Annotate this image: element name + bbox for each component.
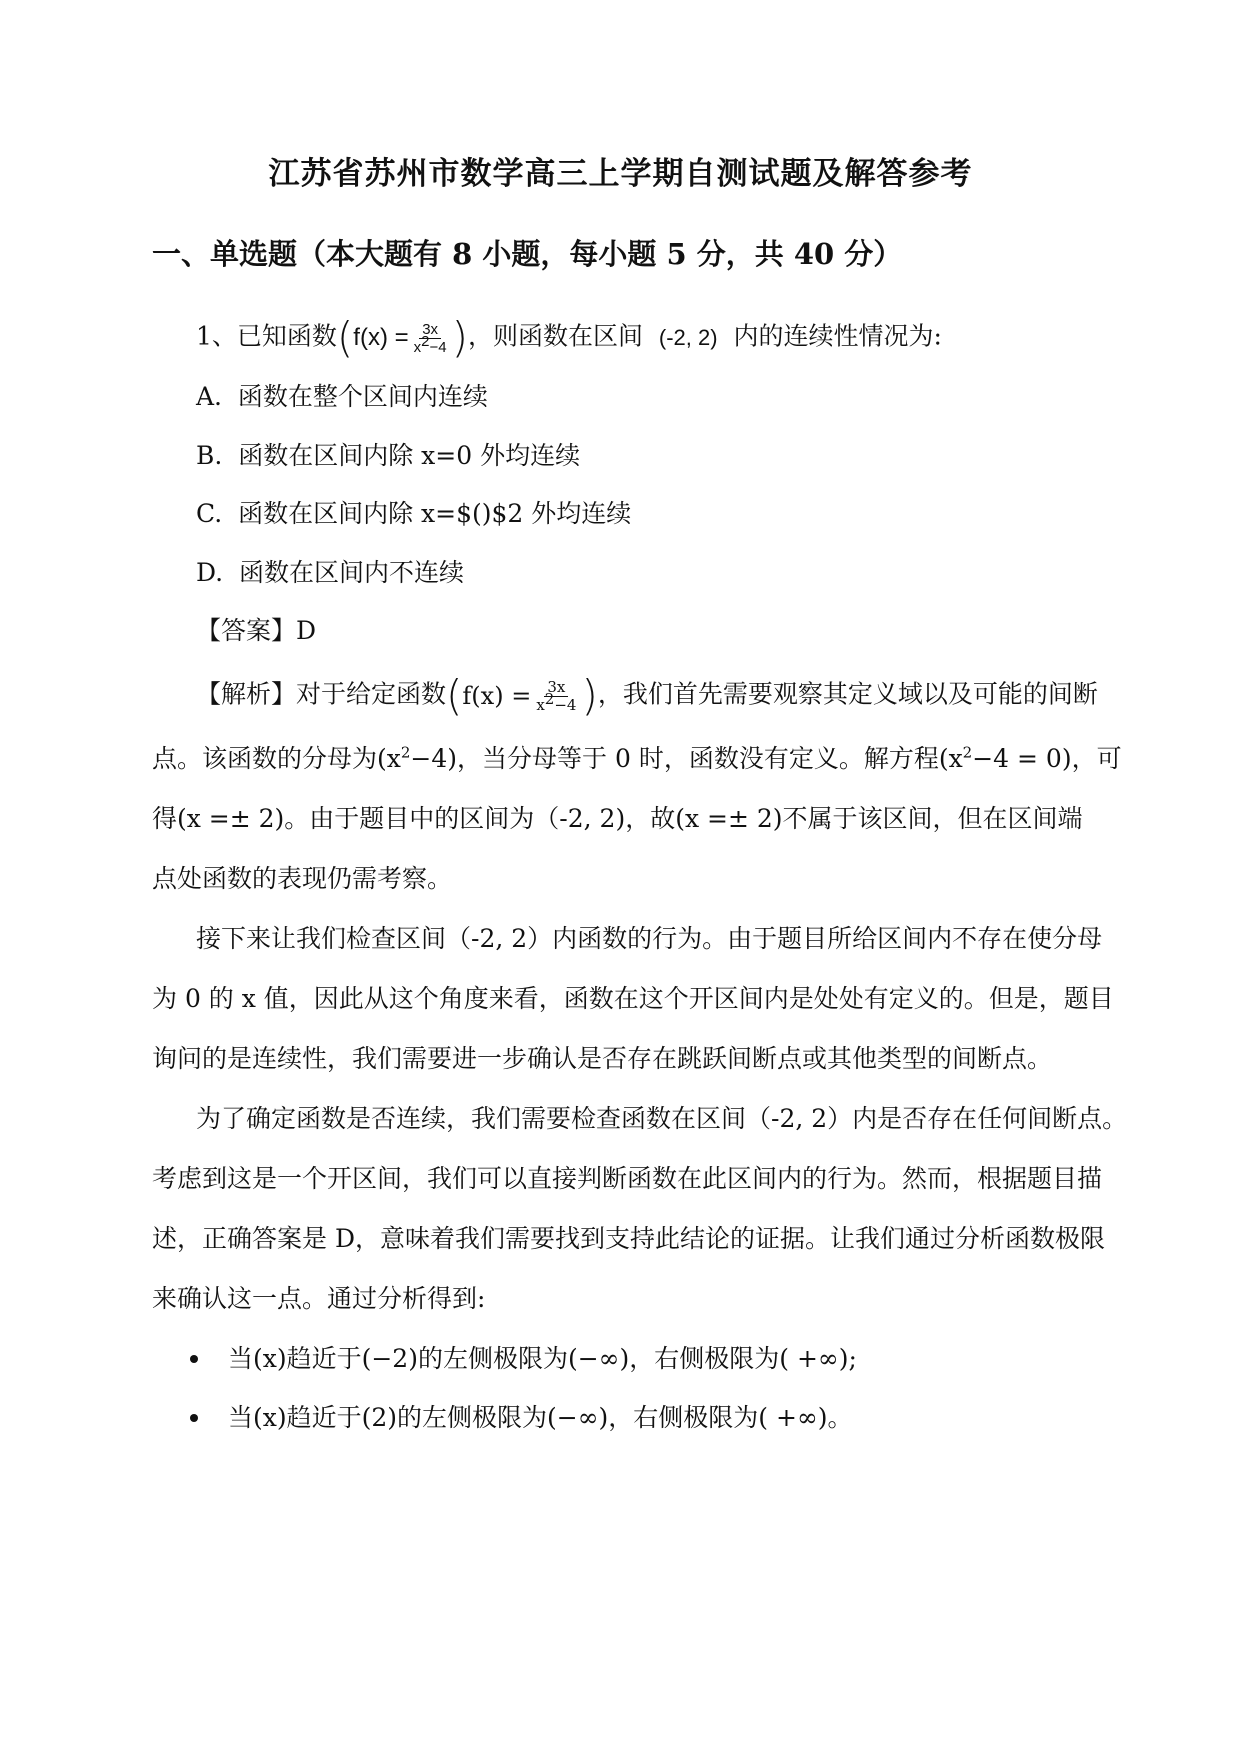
- option-d: [196, 556, 464, 590]
- bullet-item-1: 当(x)趋近于(−2)的左侧极限为(−∞)，右侧极限为( +∞);: [190, 1342, 857, 1376]
- question-1-interval: (-2, 2): [658, 325, 718, 350]
- option-b-letter: B.: [196, 441, 223, 470]
- analysis-line-1: 【解析】对于给定函数(f(x) = $\frac{3x}{x^2-4}$ )，我们首先需要观察其定义域以及可能的间断: [196, 671, 1098, 720]
- analysis-label: 【解析】: [196, 679, 297, 709]
- option-a: [196, 380, 488, 414]
- analysis-line-11: 来确认这一点。通过分析得到:: [152, 1284, 486, 1313]
- analysis-line-6: 为 0 的 x 值，因此从这个角度来看，函数在这个开区间内是处处有定义的。但是，题目: [152, 984, 1114, 1013]
- analysis-line-7: 询问的是连续性，我们需要进一步确认是否存在跳跃间断点或其他类型的间断点。: [152, 1044, 1053, 1073]
- formula-lhs: f(x) =: [353, 324, 409, 351]
- question-1-suffix-b: 内的连续性情况为:: [733, 321, 942, 351]
- analysis-line-2: 点。该函数的分母为$(x^2-4)$，当分母等于 0 时，函数没有定义。解方程$(x^2-4 = 0)$，可: [152, 743, 1122, 773]
- option-a-text: 函数在整个区间内连续: [237, 382, 488, 411]
- option-d-text: 函数在区间内不连续: [239, 558, 465, 587]
- bullet-dot-icon: [190, 1355, 198, 1363]
- analysis-line-5: 接下来让我们检查区间（-2, 2）内函数的行为。由于题目所给区间内不存在使分母: [196, 924, 1103, 953]
- analysis-line-8: 为了确定函数是否连续，我们需要检查函数在区间（-2, 2）内是否存在任何间断点。: [196, 1104, 1128, 1133]
- analysis-line-4: 点处函数的表现仍需考察。: [152, 864, 453, 893]
- analysis-fraction: $\frac{3x}{x^2-4}$: [536, 677, 577, 714]
- analysis-line-9: 考虑到这是一个开区间，我们可以直接判断函数在此区间内的行为。然而，根据题目描: [152, 1164, 1103, 1193]
- fraction: [411, 321, 450, 356]
- option-c: [196, 497, 631, 531]
- option-c-letter: C.: [196, 499, 223, 528]
- section-heading: 一、单选题（本大题有 8 小题，每小题 5 分，共 40 分）: [152, 237, 903, 271]
- option-d-letter: D.: [196, 558, 224, 587]
- question-1-stem: 1、已知函数(f(x) = $\frac{3x}{x^2-4}$ )，则函数在区间 (-2, 2) 内的连续性情况为:: [196, 313, 942, 362]
- bullet-dot-icon: [190, 1414, 198, 1422]
- fraction-denominator: $x^2-4$: [413, 332, 447, 356]
- bullet-item-2: 当(x)趋近于(2)的左侧极限为(−∞)，右侧极限为( +∞)。: [190, 1401, 853, 1435]
- option-a-letter: A.: [196, 382, 223, 411]
- analysis-line-3: 得(x =± 2)。由于题目中的区间为（-2, 2)，故(x =± 2)不属于该区间，但在区间端: [152, 804, 1083, 833]
- document-title: 江苏省苏州市数学高三上学期自测试题及解答参考: [268, 156, 973, 192]
- question-1-prefix: 1、已知函数: [196, 321, 337, 351]
- option-b-text: 函数在区间内除 x=0 外均连续: [238, 441, 581, 470]
- option-c-text: 函数在区间内除 x=$()$2 外均连续: [238, 499, 632, 528]
- option-b: [196, 439, 580, 473]
- analysis-line-10: 述，正确答案是 D，意味着我们需要找到支持此结论的证据。让我们通过分析函数极限: [152, 1224, 1105, 1253]
- fraction-numerator: 3x: [419, 321, 441, 339]
- answer: 【答案】D: [196, 616, 317, 645]
- question-1-suffix-a: ，则函数在区间: [467, 321, 643, 351]
